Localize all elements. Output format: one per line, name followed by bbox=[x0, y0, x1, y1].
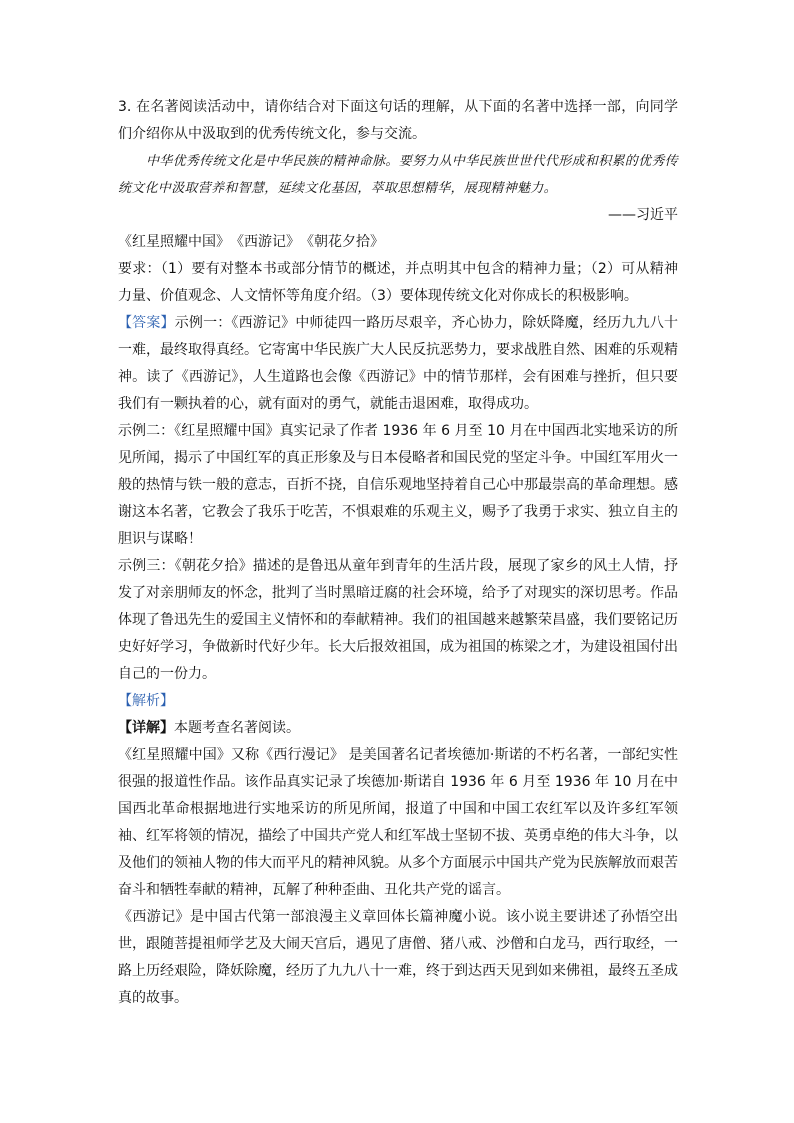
answer-example-2: 示例二：《红星照耀中国》真实记录了作者 1936 年 6 月至 10 月在中国西北实地采访的所见所闻，揭示了中国红军的真正形象及与日本侵略者和国民党的坚定斗争。中国红军用火一般的热情与铁一般的意志，百折不挠，自信乐观地坚持着自己心中那最崇高的革命理想。感谢这本名著，它教会了我乐于吃苦，不惧艰难的乐观主义，赐予了我勇于求实、独立自主的胆识与谋略！ bbox=[118, 423, 678, 547]
detail-line bbox=[118, 715, 678, 742]
analysis-paragraph-2: 《西游记》是中国古代第一部浪漫主义章回体长篇神魔小说。该小说主要讲述了孙悟空出世，跟随菩提祖师学艺及大闹天宫后，遇见了唐僧、猪八戒、沙僧和白龙马，西行取经，一路上历经艰险，降妖除魔，经历了九九八十一难，终于到达西天见到如来佛祖，最终五圣成真的故事。 bbox=[118, 909, 678, 1006]
requirement-text: 要求：（1）要有对整本书或部分情节的概述，并点明其中包含的精神力量；（2）可从精神力量、价值观念、人文情怀等角度介绍。（3）要体现传统文化对你成长的积极影响。 bbox=[118, 261, 678, 304]
quote-text: 中华优秀传统文化是中华民族的精神命脉。要努力从中华民族世世代代形成和积累的优秀传统文化中汲取营养和智慧，延续文化基因，萃取思想精华，展现精神魅力。 bbox=[118, 154, 679, 196]
document-page bbox=[118, 94, 678, 1012]
analysis-paragraph-1: 《红星照耀中国》又称《西行漫记》 是美国著名记者埃德加·斯诺的不朽名著，一部纪实性很强的报道性作品。该作品真实记录了埃德加·斯诺自 1936 年 6 月至 1936 年 10 月在中国西北革命根据地进行实地采访的所见所闻，报道了中国和中国工农红军以及许多红军领袖、红军将领的情况，描绘了中国共产党人和红军战士坚韧不拔、英勇卓绝的伟大斗争，以及他们的领袖人物的伟大而平凡的精神风貌。从多个方面展示中国共产党为民族解放而艰苦奋斗和牺牲奉献的精神，瓦解了种种歪曲、丑化共产党的谣言。 bbox=[118, 747, 678, 898]
quote-author: ——习近平 bbox=[608, 207, 678, 223]
answer-example-1 bbox=[118, 310, 678, 418]
answer-example-3: 示例三：《朝花夕拾》描述的是鲁迅从童年到青年的生活片段，展现了家乡的风土人情，抒发了对亲朋师友的怀念，批判了当时黑暗迂腐的社会环境，给予了对现实的深切思考。作品体现了鲁迅先生的爱国主义情怀和的奉献精神。我们的祖国越来越繁荣昌盛，我们要铭记历史好好学习，争做新时代好少年。长大后报效祖国，成为祖国的栋梁之才，为建设祖国付出自己的一份力。 bbox=[118, 558, 678, 682]
analysis-heading bbox=[118, 688, 678, 715]
detail-tag: 【详解】 bbox=[118, 720, 174, 736]
analysis-tag: 【解析】 bbox=[118, 693, 174, 709]
question-text: 3. 在名著阅读活动中，请你结合对下面这句话的理解，从下面的名著中选择一部，向同学们介绍你从中汲取到的优秀传统文化，参与交流。 bbox=[118, 99, 678, 142]
book-list: 《红星照耀中国》 《西游记》 《朝花夕拾》 bbox=[118, 234, 384, 250]
answer-tag: 【答案】 bbox=[118, 315, 175, 331]
example-1-text: 示例一：《西游记》中师徒四一路历尽艰辛，齐心协力，除妖降魔，经历九九八十一难，最终取得真经。它寄寓中华民族广大人民反抗恶势力，要求战胜自然、困难的乐观精神。读了《西游记》，人生道路也会像《西游记》中的情节那样，会有困难与挫折，但只要我们有一颗执着的心，就有面对的勇气，就能击退困难，取得成功。 bbox=[118, 315, 678, 412]
detail-text: 本题考查名著阅读。 bbox=[174, 720, 300, 736]
